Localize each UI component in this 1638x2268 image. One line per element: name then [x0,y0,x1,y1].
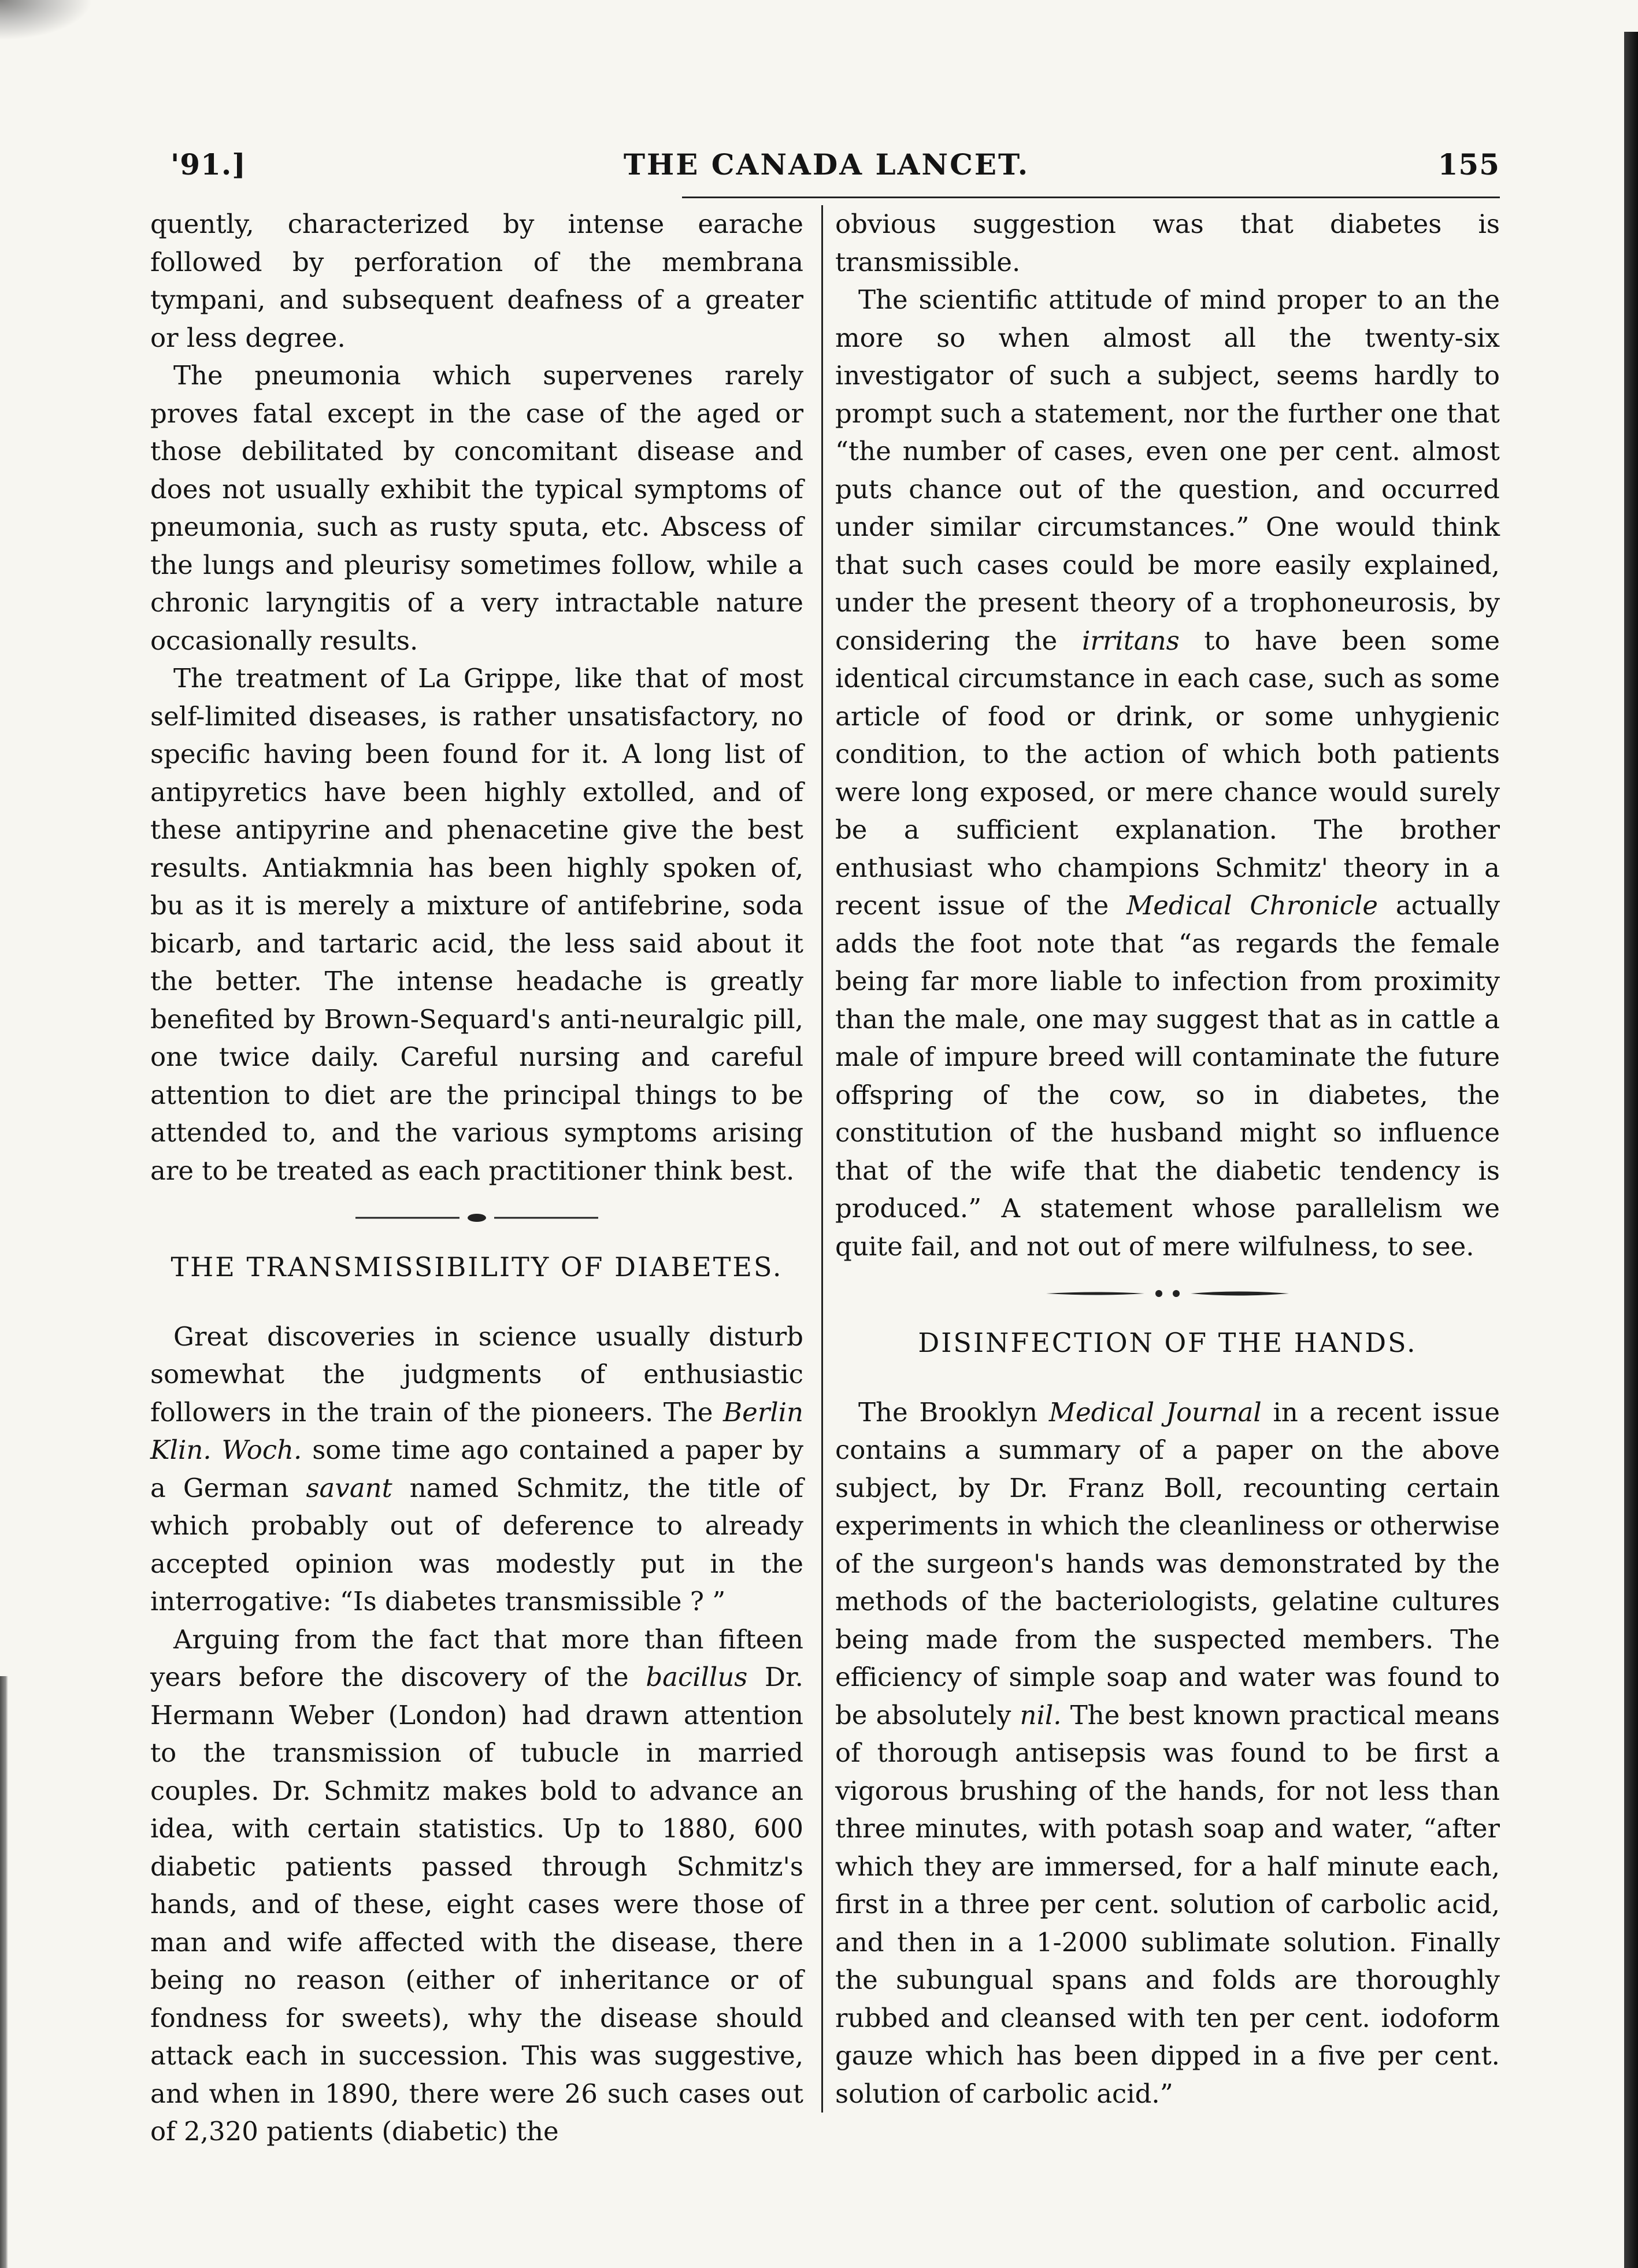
paragraph: Arguing from the fact that more than fifteen years before the discovery of the bacillus Dr. Hermann Weber (London) had drawn attention to the transmission of tubucle in married couples. Dr. Schmitz makes bold to advance an idea, with certain statistics. Up to 1880, 600 diabetic patients passed through Schmitz's hands, and of these, eight cases were those of man and wife affected with the disease, there being no reason (either of inheritance or of fondness for sweets), why the disease should attack each in succession. This was suggestive, and when in 1890, there were 26 such cases out of 2,320 patients (diabetic) the [150,1624,803,2147]
paragraph: The treatment of La Grippe, like that of most self-limited diseases, is rather unsatisfactory, no specific having been found for it. A long list of antipyretics have been highly extolled, and of these antipyrine and phenacetine give the best results. Antiakmnia has been highly spoken of, bu as it is merely a mixture of antifebrine, soda bicarb, and tartaric acid, the less said about it the better. The intense headache is greatly benefited by Brown-Sequard's anti-neuralgic pill, one twice daily. Careful nursing and careful attention to diet are the principal things to be attended to, and the various symptoms arising are to be treated as each practitioner think best. [150,663,803,1186]
section-title: THE TRANSMISSIBILITY OF DIABETES. [171,1251,783,1283]
left-column [150,205,803,2151]
paragraph: Great discoveries in science usually disturb somewhat the judgments of enthusiastic followers in the train of the pioneers. The Berlin Klin. Woch. some time ago contained a paper by a German savant named Schmitz, the title of which probably out of deference to already accepted opinion was modestly put in the interrogative: “Is diabetes transmissible ? ” [150,1321,804,1617]
section-title: DISINFECTION OF THE HANDS. [918,1327,1417,1358]
paragraph: The pneumonia which supervenes rarely proves fatal except in the case of the aged or those debilitated by concomitant disease and does not usually exhibit the typical symptoms of pneumonia, such as rusty sputa, etc. Abscess of the lungs and pleurisy sometimes follow, while a chronic laryngitis of a very intractable nature occasionally results. [150,360,803,656]
issue-year: '91.] [171,147,246,181]
column-divider [821,205,823,2113]
section-divider-ornament [1046,1286,1289,1301]
italic-term: savant [306,1472,392,1503]
journal-name: Medical Journal [1048,1396,1262,1428]
header-rule [682,197,1500,198]
paragraph: obvious suggestion was that diabetes is transmissible. [835,209,1500,277]
scan-shadow-corner [0,0,92,40]
italic-term: irritans [1081,625,1180,656]
italic-term: bacillus [646,1662,748,1692]
journal-name: Berlin Klin. Woch. [150,1396,803,1465]
journal-name: Medical Chronicle [1126,890,1378,921]
right-column [835,205,1500,2113]
paragraph: The Brooklyn Medical Journal in a recent issue contains a summary of a paper on the above subject, by Dr. Franz Boll, recounting certain experiments in which the cleanliness or otherwise of the surgeon's hands was demonstrated by the methods of the bacteriologists, gelatine cultures being made from the suspected members. The efficiency of simple soap and water was found to be absolutely nil. The best known practical means of thorough antisepsis was found to be first a vigorous brushing of the hands, for not less than three minutes, with potash soap and water, “after which they are immersed, for a half minute each, first in a three per cent. solution of carbolic acid, and then in a 1-2000 sublimate solution. Finally the subungual spans and folds are thoroughly rubbed and cleansed with ten per cent. iodoform gauze which has been dipped in a five per cent. solution of carbolic acid.” [835,1396,1500,2109]
paragraph: quently, characterized by intense earache followed by perforation of the membrana tympani, and subsequent deafness of a greater or less degree. [150,209,803,353]
italic-term: nil. [1020,1699,1062,1730]
paragraph: The scientific attitude of mind proper to an the more so when almost all the twenty-six investigator of such a subject, seems hardly to prompt such a statement, nor the further one that “the number of cases, even one per cent. almost puts chance out of the question, and occurred under similar circumstances.” One would think that such cases could be more easily explained, under the present theory of a trophoneurosis, by considering the irritans to have been some identical circumstance in each case, such as some article of food or drink, or some unhygienic condition, to the action of which both patients were long exposed, or mere chance would surely be a sufficient explanation. The brother enthusiast who champions Schmitz' theory in a recent issue of the Medical Chronicle actually adds the foot note that “as regards the female being far more liable to infection from proximity than the male, one may suggest that as in cattle a male of impure breed will contaminate the future offspring of the cow, so in diabetes, the constitution of the husband might so influence that of the wife that the diabetic tendency is produced.” A statement whose parallelism we quite fail, and not out of mere wilfulness, to see. [835,284,1500,1262]
scan-left-edge [0,1676,8,2268]
page-number: 155 [1437,147,1500,181]
journal-title: THE CANADA LANCET. [623,147,1030,181]
running-header [153,147,1500,194]
section-divider-ornament [355,1210,598,1225]
scan-binding-edge [1624,32,1638,2268]
